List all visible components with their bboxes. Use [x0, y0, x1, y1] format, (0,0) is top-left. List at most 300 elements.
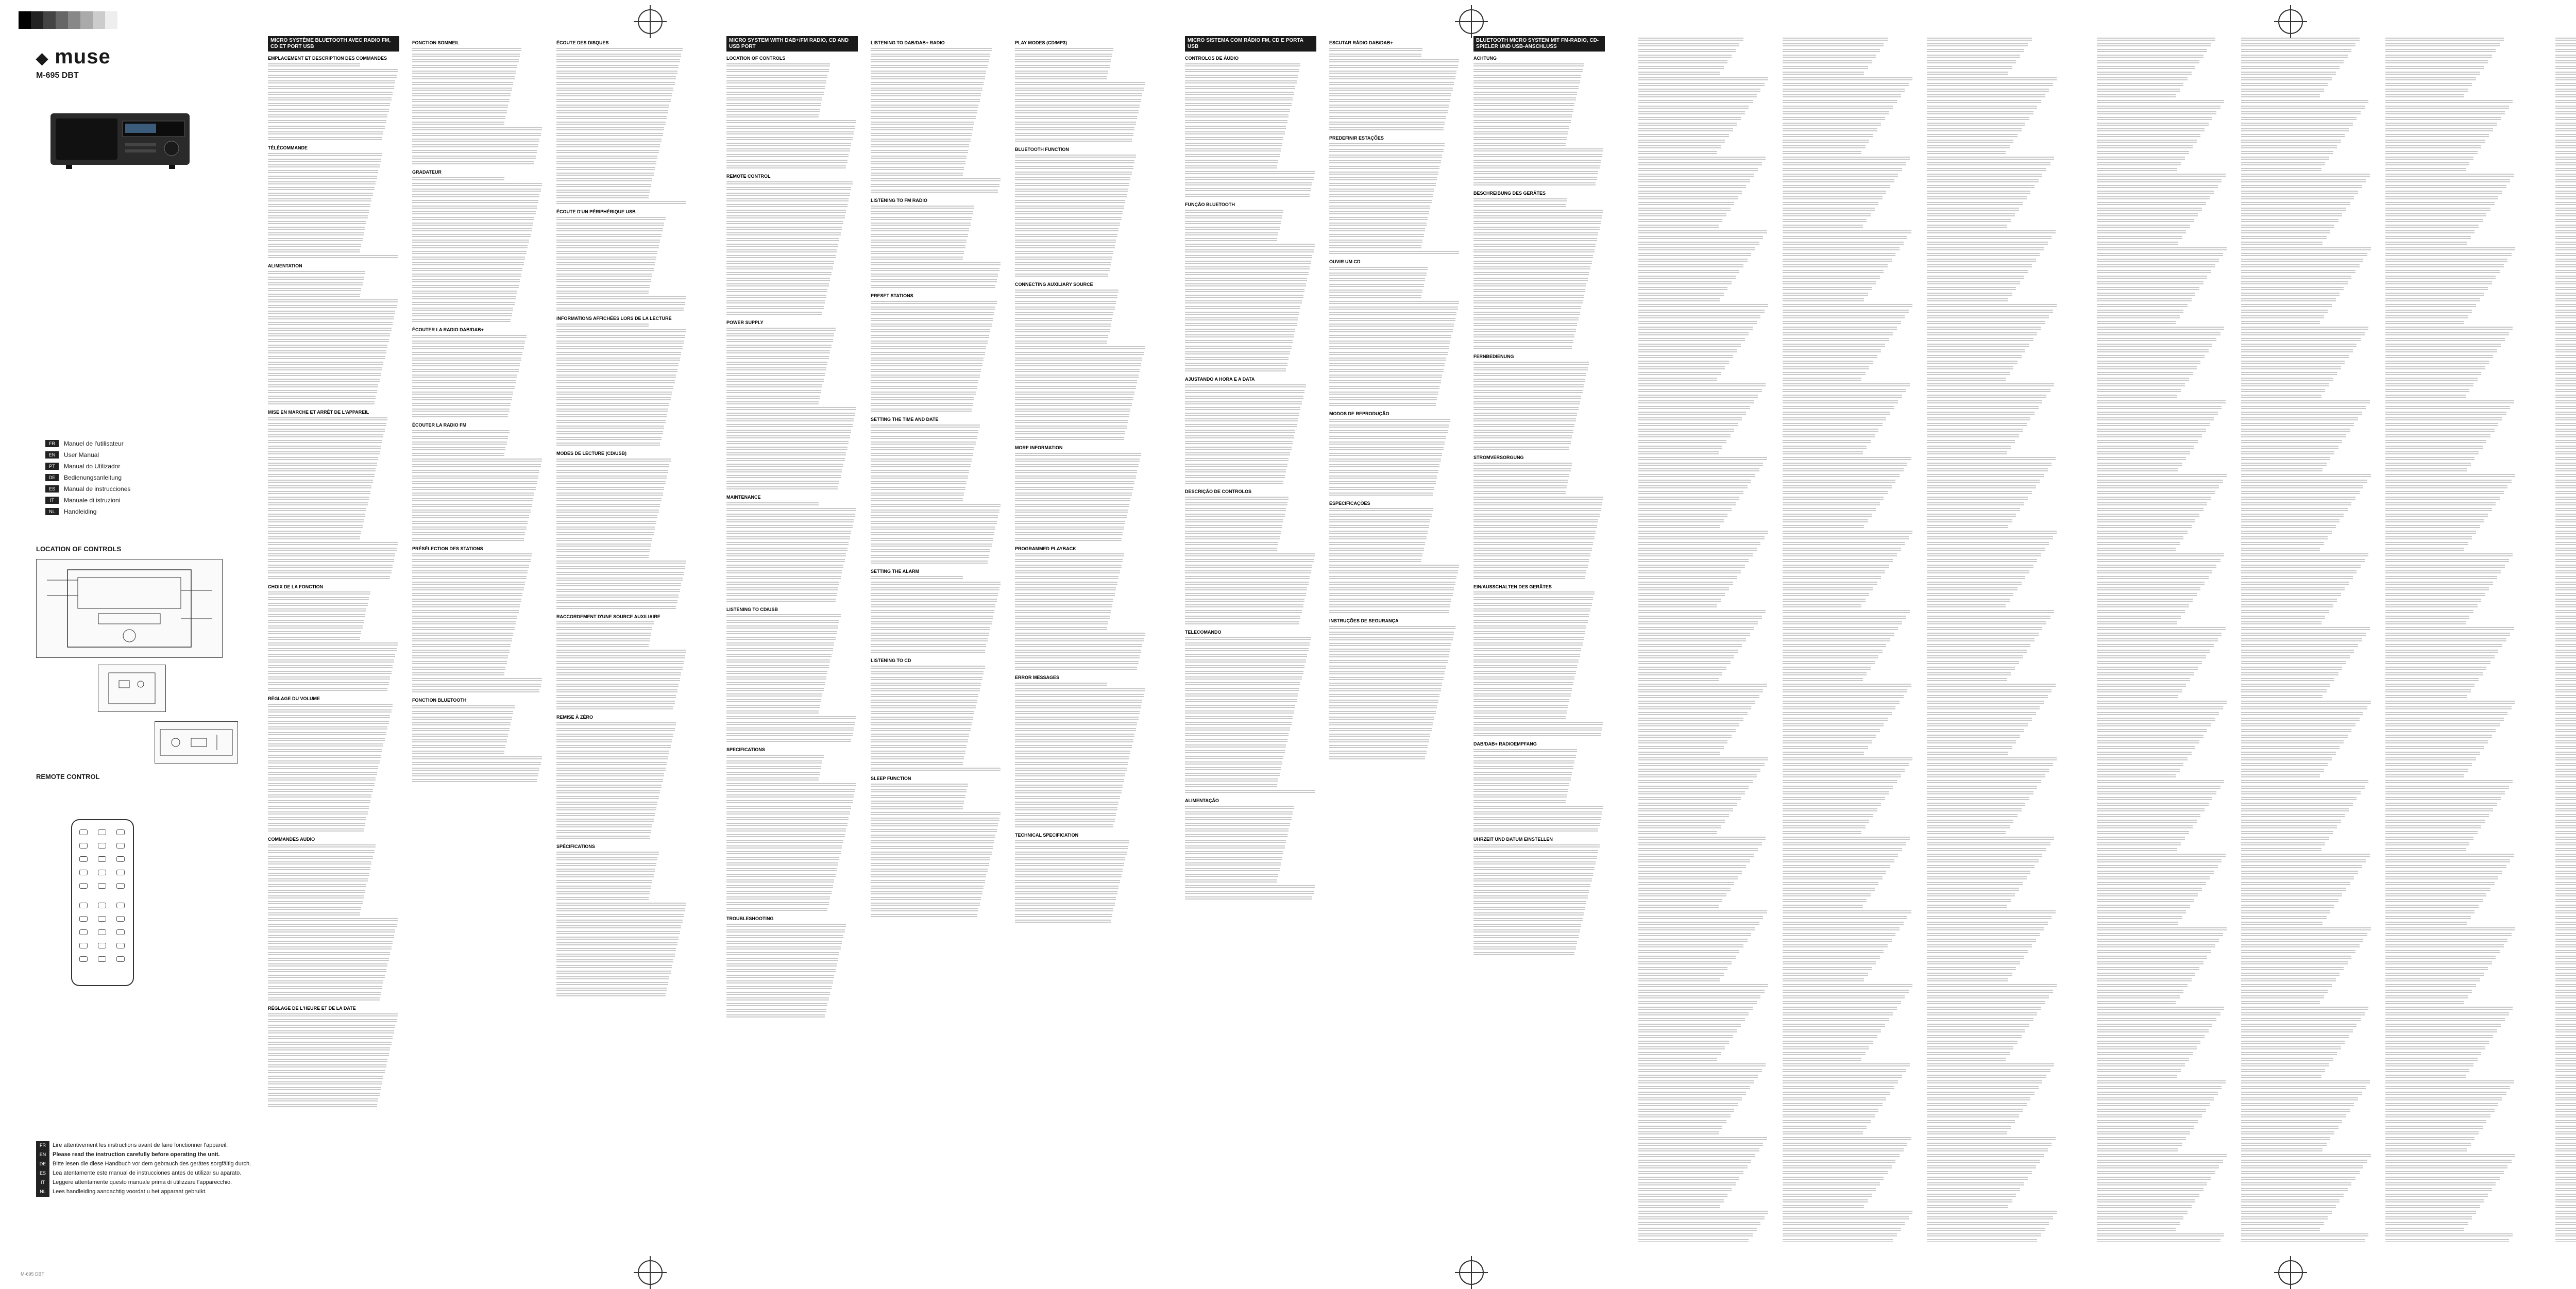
text-line [1638, 689, 1763, 693]
text-line [268, 1042, 392, 1046]
text-line [1473, 329, 1576, 333]
text-line [1185, 255, 1312, 259]
text-line [412, 127, 542, 131]
text-line [2241, 888, 2346, 892]
text-line [1185, 845, 1285, 850]
text-line [1783, 769, 1905, 773]
text-line [726, 986, 832, 990]
text-line [556, 470, 668, 474]
text-line [2241, 1086, 2366, 1090]
section-heading: UHRZEIT UND DATUM EINSTELLEN [1473, 837, 1553, 842]
text-line [412, 211, 536, 215]
text-line [1638, 910, 1767, 914]
text-line [412, 453, 504, 457]
text-line [2385, 616, 2469, 620]
text-line [1473, 620, 1588, 624]
text-line [556, 644, 649, 648]
text-line [1638, 1199, 1724, 1203]
text-line [726, 86, 825, 90]
text-line [268, 614, 365, 618]
text-line [1638, 174, 1754, 178]
text-line [1185, 160, 1278, 164]
text-line [2097, 508, 2204, 512]
text-line [726, 401, 819, 405]
section-heading: MISE EN MARCHE ET ARRÊT DE L'APPAREIL [268, 409, 369, 415]
text-line [2385, 1199, 2484, 1203]
text-line [1638, 202, 1734, 206]
text-line [1783, 1171, 1888, 1175]
text-line [1015, 352, 1144, 356]
text-line [2241, 1029, 2353, 1033]
text-line [268, 1076, 383, 1080]
text-line [1783, 956, 1880, 960]
text-line [1927, 315, 2049, 319]
text-line [1185, 604, 1303, 608]
text-line [1329, 278, 1425, 282]
text-line [2385, 49, 2496, 53]
section-heading: FONCTION BLUETOOTH [412, 698, 467, 703]
text-line [1638, 944, 1743, 948]
text-line [1473, 536, 1595, 540]
text-line [1638, 1080, 1754, 1084]
text-line [268, 969, 386, 973]
text-line [2097, 791, 2216, 795]
manual-column-continued [2385, 36, 2517, 1242]
text-line [556, 583, 681, 587]
text-line [2555, 253, 2576, 257]
text-line [871, 71, 986, 75]
text-line [1783, 706, 1895, 710]
text-line [1185, 306, 1300, 310]
text-line [1927, 202, 2023, 206]
text-line [726, 659, 830, 664]
text-line [871, 206, 974, 210]
text-line [1927, 1035, 2022, 1039]
text-line [1927, 117, 2029, 121]
text-line [1927, 837, 2054, 841]
text-line [1638, 123, 1737, 127]
text-line [2555, 123, 2576, 127]
text-line [1927, 293, 2012, 297]
text-line [412, 257, 525, 261]
text-line [1329, 442, 1445, 446]
text-line [2555, 1188, 2576, 1192]
text-line [2097, 434, 2202, 438]
text-line [1783, 372, 1866, 376]
front-panel-diagram [36, 559, 223, 658]
text-line [1473, 727, 1602, 732]
text-line [2555, 1205, 2576, 1209]
text-line [2555, 842, 2576, 846]
text-line [2555, 468, 2576, 472]
text-line [1185, 418, 1298, 422]
text-line [726, 390, 821, 394]
text-line [2385, 627, 2514, 631]
text-line [412, 599, 521, 603]
text-line [2241, 344, 2357, 348]
text-line [1783, 1194, 1872, 1198]
text-line [1473, 317, 1579, 321]
text-line [1783, 865, 1890, 869]
text-line [1783, 973, 1868, 977]
text-line [2241, 225, 2334, 229]
text-line [1783, 978, 1864, 982]
text-line [2385, 548, 2464, 552]
section-heading: PROGRAMMED PLAYBACK [1015, 546, 1076, 551]
text-line [1783, 440, 1871, 444]
text-line [1927, 684, 2056, 688]
text-line [556, 852, 659, 856]
text-line [1329, 380, 1441, 384]
text-line [412, 734, 508, 738]
text-line [2097, 854, 2226, 858]
text-line [871, 93, 981, 97]
text-line [2555, 287, 2576, 291]
section-heading: POWER SUPPLY [726, 319, 764, 325]
text-line [1329, 166, 1439, 170]
text-line [2241, 55, 2348, 59]
section-heading: FONCTION SOMMEIL [412, 40, 460, 45]
text-line [1015, 183, 1129, 187]
text-line [1638, 389, 1762, 393]
text-line [2241, 553, 2368, 557]
text-line [2097, 66, 2195, 70]
text-line [268, 823, 365, 827]
section-heading: SPÉCIFICATIONS [556, 844, 595, 850]
text-line [871, 869, 988, 873]
text-line [1927, 814, 2018, 818]
text-line [1329, 369, 1444, 373]
text-line [1927, 950, 2028, 954]
text-line [2097, 548, 2176, 552]
text-line [556, 672, 681, 676]
text-line [1783, 876, 1883, 880]
text-line [1783, 1097, 1886, 1101]
text-line [1927, 321, 2045, 325]
text-line [726, 794, 854, 799]
text-line [268, 975, 385, 979]
text-line [556, 830, 651, 834]
text-line [268, 126, 385, 130]
text-line [556, 728, 675, 732]
manual-column-continued [1638, 36, 1770, 1242]
text-line [2241, 984, 2332, 988]
text-line [1329, 464, 1439, 468]
text-line [2385, 1041, 2489, 1045]
text-line [726, 187, 851, 191]
text-line [1185, 508, 1286, 512]
text-line [268, 924, 397, 928]
text-line [2555, 1069, 2576, 1073]
text-line [2555, 553, 2576, 557]
text-line [2097, 327, 2224, 331]
text-line [268, 715, 390, 719]
text-line [268, 597, 369, 601]
text-line [2097, 1035, 2205, 1039]
text-line [1329, 525, 1429, 529]
text-line [871, 48, 992, 52]
text-line [1185, 688, 1299, 692]
text-line [1638, 49, 1736, 53]
text-line [871, 240, 967, 244]
text-line [1473, 777, 1571, 782]
text-line [2097, 582, 2205, 586]
text-line [268, 514, 365, 518]
text-line [871, 285, 995, 289]
text-line [1185, 862, 1281, 867]
text-line [726, 975, 834, 979]
text-line [1927, 757, 2057, 761]
text-line [268, 114, 387, 118]
text-line [1329, 593, 1453, 597]
text-line [726, 407, 856, 411]
text-line [871, 268, 999, 272]
text-line [2555, 389, 2576, 393]
text-line [268, 559, 394, 563]
text-line [2097, 944, 2215, 948]
text-line [1015, 93, 1142, 97]
text-line [1638, 978, 1720, 982]
text-line [1927, 695, 2048, 699]
text-line [2241, 1120, 2342, 1124]
text-line [2241, 202, 2350, 206]
text-line [1638, 191, 1742, 195]
text-line [1473, 716, 1566, 720]
text-line [412, 262, 524, 266]
text-line [1185, 616, 1300, 620]
text-line [1783, 587, 1873, 591]
text-line [871, 638, 988, 642]
text-line [268, 963, 387, 968]
text-line [2241, 780, 2368, 784]
text-line [726, 289, 827, 293]
text-line [268, 570, 392, 574]
location-of-controls-heading: LOCATION OF CONTROLS [36, 545, 122, 553]
text-line [1638, 140, 1725, 144]
text-line [726, 215, 845, 219]
text-line [871, 722, 972, 726]
text-line [2555, 1239, 2576, 1242]
text-line [871, 812, 1001, 816]
text-line [1927, 100, 2041, 104]
text-line [268, 1059, 387, 1063]
text-line [2097, 264, 2215, 268]
text-line [1329, 324, 1454, 328]
text-line [1638, 837, 1766, 841]
text-line [726, 845, 842, 850]
text-line [2241, 1222, 2324, 1226]
text-line [2555, 1012, 2576, 1016]
text-line [871, 464, 971, 468]
text-line [1927, 253, 2040, 257]
text-line [2385, 1029, 2497, 1033]
text-line [2555, 400, 2576, 404]
text-line [2241, 548, 2320, 552]
text-line [1927, 871, 2030, 875]
text-line [412, 48, 521, 52]
text-line [268, 760, 380, 765]
text-line [268, 328, 392, 332]
text-line [2241, 627, 2370, 631]
text-line [1329, 267, 1428, 271]
text-line [871, 173, 963, 177]
text-line [268, 890, 365, 894]
text-line [412, 240, 529, 244]
text-line [2555, 83, 2576, 87]
text-line [268, 390, 377, 394]
text-line [1329, 228, 1425, 232]
text-line [726, 542, 849, 546]
text-line [2555, 434, 2576, 438]
section-heading: ÉCOUTE D'UN PÉRIPHÉRIQUE USB [556, 209, 636, 214]
text-line [2385, 253, 2512, 257]
text-line [2555, 871, 2576, 875]
text-line [1638, 570, 1741, 574]
text-line [1329, 734, 1430, 738]
text-line [2385, 83, 2472, 87]
text-line [2241, 718, 2360, 722]
text-line [2097, 859, 2222, 863]
text-line [412, 76, 515, 80]
text-line [1329, 756, 1425, 760]
text-line [2097, 973, 2195, 977]
text-line [268, 491, 370, 495]
text-line [556, 857, 657, 861]
text-line [726, 654, 832, 658]
text-line [2555, 956, 2576, 960]
text-line [1783, 60, 1872, 64]
text-line [556, 836, 650, 840]
text-line [412, 122, 504, 126]
text-line [1185, 750, 1285, 754]
text-line [1473, 120, 1571, 124]
text-line [2241, 1171, 2360, 1175]
text-line [2241, 1012, 2365, 1016]
text-line [2097, 808, 2205, 812]
text-line [1329, 671, 1445, 675]
text-line [2097, 888, 2202, 892]
text-line [1638, 151, 1717, 155]
text-line [1185, 447, 1292, 451]
text-line [2241, 695, 2323, 699]
text-line [1638, 644, 1742, 648]
text-line [2385, 162, 2469, 166]
text-line [871, 76, 985, 80]
text-line [2241, 100, 2368, 104]
text-line [1783, 939, 1892, 943]
text-line [556, 329, 686, 333]
text-line [1638, 582, 1733, 586]
text-line [2241, 1148, 2323, 1152]
text-line [1783, 72, 1864, 76]
text-line [2555, 1001, 2576, 1005]
text-line [1927, 83, 2053, 87]
text-line [2385, 145, 2481, 149]
text-line [726, 599, 836, 603]
text-line [1329, 211, 1429, 215]
text-line [871, 312, 994, 316]
text-line [556, 589, 680, 593]
text-line [1015, 189, 1128, 193]
text-line [726, 502, 819, 506]
text-line [1329, 576, 1456, 580]
text-line [1473, 884, 1590, 888]
text-line [726, 676, 826, 681]
text-line [2385, 151, 2478, 155]
section-heading: PRÉSÉLECTION DES STATIONS [412, 546, 483, 551]
text-line [556, 88, 673, 92]
text-line [1473, 811, 1602, 816]
text-line [1329, 358, 1446, 362]
text-line [726, 637, 836, 641]
text-line [1638, 638, 1746, 642]
text-line [1927, 967, 2016, 971]
text-line [2385, 55, 2492, 59]
text-line [2097, 38, 2215, 42]
text-line [556, 802, 657, 806]
text-line [1185, 565, 1312, 569]
text-line [1638, 548, 1757, 552]
text-line [412, 386, 515, 390]
text-line [1185, 761, 1282, 766]
text-line [2097, 1194, 2199, 1198]
text-line [1783, 820, 1869, 824]
text-line [1329, 587, 1454, 591]
text-line [412, 565, 529, 569]
text-line [1638, 1092, 1746, 1096]
text-line [1015, 414, 1129, 418]
text-line [2097, 927, 2227, 931]
text-line [2385, 916, 2471, 920]
text-line [871, 301, 997, 305]
text-line [1638, 287, 1727, 291]
text-line [2097, 378, 2189, 382]
text-line [1638, 774, 1757, 778]
text-line [2555, 43, 2576, 47]
text-line [268, 1081, 382, 1086]
text-line [1329, 403, 1436, 407]
text-line [1015, 160, 1134, 164]
text-line [412, 538, 524, 542]
text-line [1783, 950, 1884, 954]
text-line [412, 414, 508, 418]
text-line [556, 971, 671, 975]
text-line [2241, 485, 2363, 489]
text-line [2385, 1007, 2513, 1011]
text-line [2385, 956, 2496, 960]
text-line [1329, 481, 1436, 485]
text-line [2555, 876, 2576, 880]
text-line [871, 863, 989, 867]
text-line [2241, 576, 2353, 580]
text-line [1473, 591, 1595, 596]
text-line [726, 143, 851, 147]
text-line [726, 92, 824, 96]
text-line [1329, 48, 1422, 52]
text-line [1638, 565, 1745, 569]
text-line [1473, 676, 1574, 681]
text-line [1783, 825, 1866, 829]
text-line [1473, 396, 1581, 400]
text-line [2555, 491, 2576, 495]
text-line [1783, 899, 1867, 903]
text-line [268, 844, 376, 849]
text-line [871, 498, 963, 502]
text-line [2385, 1148, 2467, 1152]
text-line [2097, 111, 2216, 115]
text-line [412, 650, 510, 654]
text-line [1783, 412, 1890, 416]
